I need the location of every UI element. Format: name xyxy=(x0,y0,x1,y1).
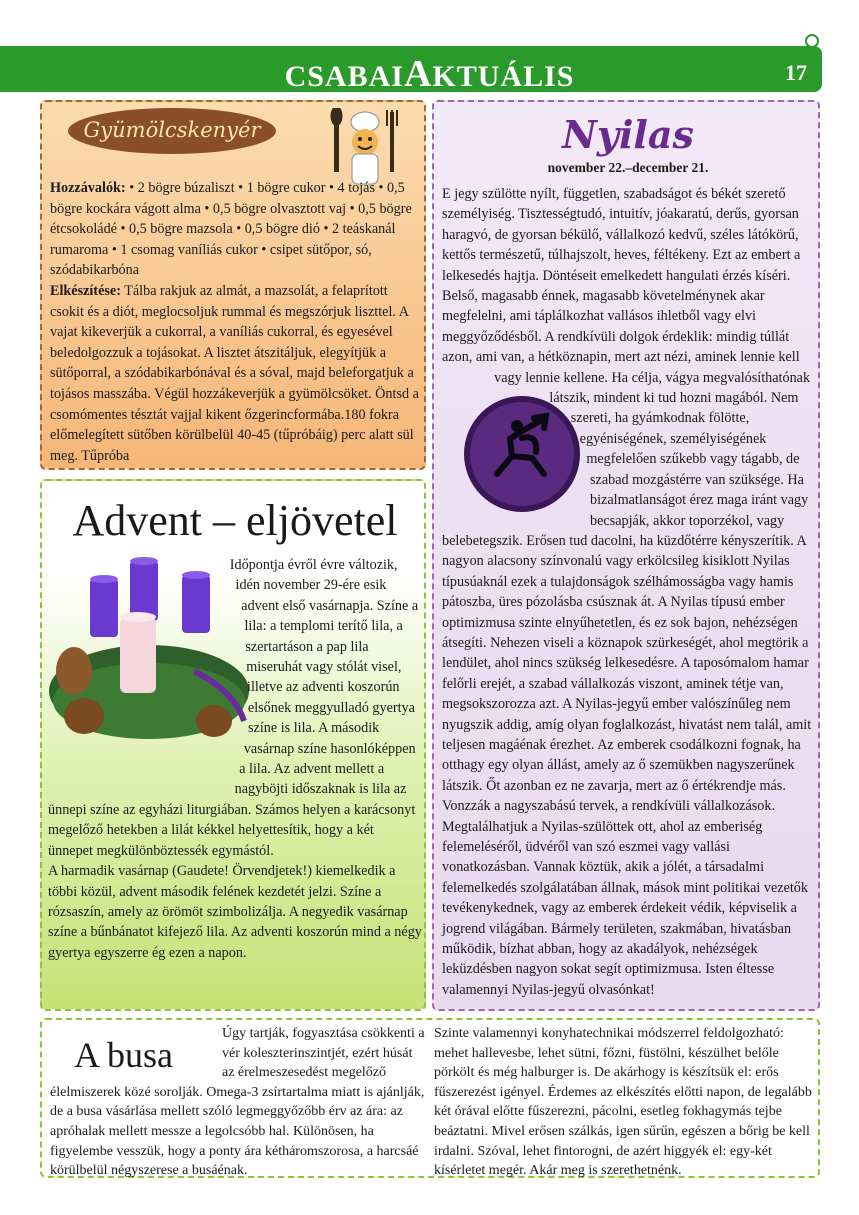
prep-text: Tálba rakjuk az almát, a mazsolát, a felaprított csokit és a diót, meglocsoljuk rummal és megszórjuk liszttel. A vajat kikeverjük a cukorral, a vaníliás cukorral, és egyesével beledolgozzuk a tojásokat. A lisztet átszitáljuk, elegyítjük a sütőporral, a szódabikarbónával és a sóval, majd beleforgatjuk a tojásos masszába. Végül hozzákeverjük a gyümölcsöket. Öntsd a csomómentes tésztát vajjal kikent őzgerincformába.180 fokra előmelegített sütőben körülbelül 40-45 (tűpróbáig) perc alatt sül meg. Tűpróba xyxy=(50,282,419,464)
busa-title-spacer xyxy=(50,1024,222,1082)
busa-title: A busa xyxy=(74,1035,173,1075)
ingredients-text: • 2 bögre búzaliszt • 1 bögre cukor • 4 tojás • 0,5 bögre kockára vágott alma • 0,5 bögre olvasztott vaj • 0,5 bögre étcsokoládé • 0,5 bögre mazsola • 0,5 bögre dió • 2 teáskanál rumaroma • 1 csomag vaníliás cukor • csipet sütőpor, só, szódabikarbóna xyxy=(50,180,412,279)
advent-paragraph-1: Időpontja évről évre változik, idén november 29-ére esik advent első vasárnapja. Színe a lila: a templomi terítő lila, a szertartáson a pap lila miseruhát vagy stólát visel, illetve az adventi koszorún elsőnek meggyulladó gyertya színe is lila. A második vasárnap színe hasonlóképpen a lila. Az advent mellett a nagyböjti időszaknak is lila az ünnepi színe az egyházi liturgiában. Számos helyen a karácsonyt megelőző hetekben a lilát kékkel helyettesítik, hogy a két ünnepet megkülönböztessék egymástól. xyxy=(48,557,419,859)
horoscope-title: Nyilas xyxy=(562,112,694,157)
title-part-1: CSABAI xyxy=(284,60,404,93)
busa-paragraph-1: Úgy tartják, fogyasztása csökkenti a vér koleszterinszintjét, ezért húsát az érelmeszesedést megelőző élelmiszerek közé sorolják. Omega-3 zsírtartalma miatt is ajánlják, de a busa vásárlása mellett szóló legmeggyőzőbb érv az ára: az apróhalak mellett messze a legolcsóbb hal. Különösen, ha figyelembe vesszük, hogy a ponty ára kétháromszorosa, a harcsáé körülbelül négyszerese a busáénak. xyxy=(50,1026,425,1179)
busa-column-1 xyxy=(50,1024,428,1181)
wreath-float-spacer xyxy=(48,555,248,791)
title-initial: A xyxy=(403,53,433,95)
page-title xyxy=(0,52,859,96)
busa-paragraph-2: Szinte valamennyi konyhatechnikai módszerrel feldolgozható: mehet hallevesbe, lehet sütni, főzni, füstölni, készülhet belőle pörkölt és még halburger is. De akárhogy is készítsük el: erős fűszerezést igényel. Érdemes az elkészítés előtti napon, de legalább két órával előtte fűszerezni, pácolni, esetleg fokhagymás tejbe beáztatni. Mivel erősen szálkás, igen sűrűn, egészen a bőrig be kell irdalni. Szóval, lehet fintorogni, de azért higgyék el: egy-két kísérletet megér. Akár meg is szerethetnénk. xyxy=(434,1026,812,1179)
ingredients-label: Hozzávalók: xyxy=(50,180,126,196)
horoscope-dates: november 22.–december 21. xyxy=(547,160,709,175)
recipe-title: Gyümölcskenyér xyxy=(68,108,276,154)
busa-box xyxy=(40,1018,820,1178)
advent-body xyxy=(48,555,422,963)
horoscope-body xyxy=(442,184,814,1000)
recipe-box xyxy=(40,100,426,470)
page-number: 17 xyxy=(785,60,807,85)
busa-column-2 xyxy=(434,1024,814,1181)
horoscope-paragraph: E jegy szülötte nyílt, független, szabadságot és békét szerető személyiség. Tisztességtudó, intuitív, jóakaratú, derűs, gyorsan haragvó, de gyorsan békülő, vállalkozó kedvű, széles látókörű, kettős természetű, túlhajszolt, heves, féltékeny. Ezt az embert a lelkesedés hajtja. Döntéseit emelkedett hangulati érzés kíséri. Belső, magasabb énnek, magasabb követelménynek akar megfelelni, ami táplálkozhat vallásos ihletből vagy elvi meggyőződésből. A rendkívüli dolgok érdeklik: mindig túllát azon, ami van, a hétköznapin, mert azt nézi, aminek lennie kell vagy lennie kellene. Ha célja, vágya megvalósíthatónak látszik, mindent ki tud hozni magából. Nem szereti, ha gyámkodnak fölötte, egyéniségének, személyiségének megfelelően szűkebb vagy tágabb, de szabad mozgástérre van szüksége. Ha bizalmatlanságot érez maga iránt vagy becsapják, akkor toporzékol, vagy belebetegszik. Erősen tud dacolni, ha küzdőtérre kényszerítik. A nagyon alacsony színvonalú vagy erkölcsileg kisiklott Nyilas típusúaknál ezek a tulajdonságok szélhámosságba vagy hamis pátoszba, üres pózolásba csúsznak át. A Nyilas típusú ember optimizmusa szinte elnyűhetetlen, és ez sok bajon, nehézségen átsegíti. Nehezen viseli a köznapok szürkeségét, ahol megtörik a lendület, ahol nincs szükség lelkesedésre. A taposómalom hamar felőrli erejét, a szabad vállalkozás viszont, aminek tétje van, megsokszorozza azt. A Nyilas-jegyű ember valószínűleg nem nyugszik addig, amíg olyan foglalkozást, hivatást nem talál, amit teljesen magáénak érezhet. Az emberek csodálkozni fognak, ha otthagy egy olyan állást, amely az ő szemükben nagyszerűnek látszik. Őt azonban ez ne zavarja, mert az ő értékrendje más. Vonzzák a nagyszabású tervek, a rendkívüli vállalkozások. Megtalálhatjuk a Nyilas-szülöttek ott, ahol az emberiség felemeléséről, üdvéről van szó eszmei vagy vallási vonatkozásban. Vannak köztük, akik a jólét, a társadalmi felemelkedés szolgálatában állnak, mások mint politikai vezetők tevékenykednek, vagy az emberek érdekeit védik, képviselik a jogrend világában. Bármely területen, szakmában, hivatásban működik, bízhat abban, hogy az akadályok, nehézségek leküzdésben nagyon sokat segít optimizmusa. Isten éltesse valamennyi Nyilas-jegyű olvasónkat! xyxy=(442,186,812,998)
magazine-logo-icon xyxy=(805,34,819,48)
advent-title: Advent – eljövetel xyxy=(72,496,398,545)
title-part-2: KTUÁLIS xyxy=(432,60,575,93)
horoscope-box xyxy=(432,100,820,1011)
recipe-ingredients xyxy=(50,178,420,281)
prep-label: Elkészítése: xyxy=(50,282,121,299)
advent-paragraph-2: A harmadik vasárnap (Gaudete! Örvendjetek!) kiemelkedik a többi közül, advent második felének kezdetét jelzi. Színe a rózsaszín, amely az örömöt szimbolizálja. A negyedik vasárnap színe a bűnbánatot kifejező lila. Az adventi koszorún mind a négy gyertya egyszerre ég ezen a napon. xyxy=(48,863,422,961)
recipe-preparation xyxy=(50,281,420,466)
recipe-body xyxy=(50,178,420,466)
advent-box xyxy=(40,479,426,1011)
